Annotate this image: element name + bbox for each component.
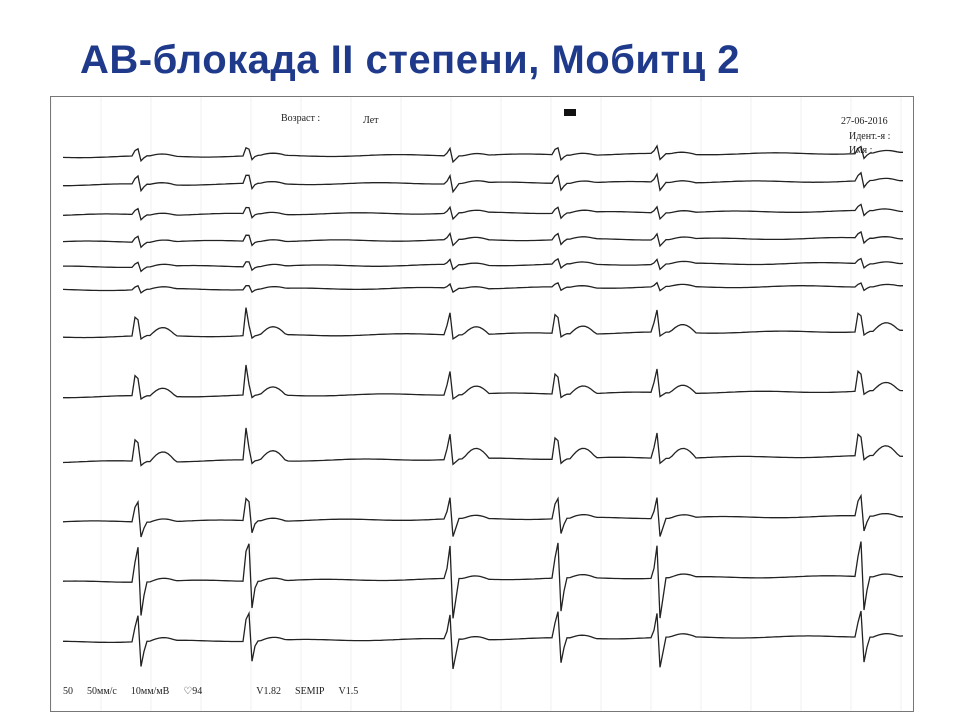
print-marker: [564, 109, 576, 116]
device-value: SEMIP: [295, 686, 325, 697]
age-label: Возраст :: [281, 113, 321, 124]
ecg-printout: [50, 96, 914, 712]
gain-value: 10мм/мВ: [130, 686, 170, 697]
device-version: V1.5: [338, 686, 359, 697]
ecg-lead-trace: [63, 308, 903, 339]
slide-title: АВ-блокада II степени, Мобитц 2: [80, 38, 741, 82]
ecg-settings-footer: [63, 686, 372, 697]
ecg-lead-trace: [63, 259, 903, 272]
ecg-lead-trace: [63, 542, 903, 619]
ecg-lead-trace: [63, 611, 903, 669]
years-label: Лет: [363, 115, 379, 126]
filter-value: 50: [63, 686, 73, 697]
name-label: Имя :: [849, 145, 873, 156]
heart-rate-value: ♡94: [183, 686, 203, 697]
ecg-lead-trace: [63, 496, 903, 537]
ecg-lead-trace: [63, 232, 903, 247]
ecg-lead-trace: [63, 283, 903, 293]
date-value: 27-06-2016: [841, 116, 888, 127]
ecg-lead-trace: [63, 428, 903, 466]
ecg-lead-trace: [63, 365, 903, 399]
ecg-lead-trace: [63, 204, 903, 219]
id-label: Идент.-я :: [849, 131, 891, 142]
ecg-lead-trace: [63, 146, 903, 162]
ecg-lead-trace: [63, 173, 903, 192]
ecg-traces: [51, 97, 913, 711]
version-value: V1.82: [256, 686, 282, 697]
speed-value: 50мм/с: [87, 686, 117, 697]
